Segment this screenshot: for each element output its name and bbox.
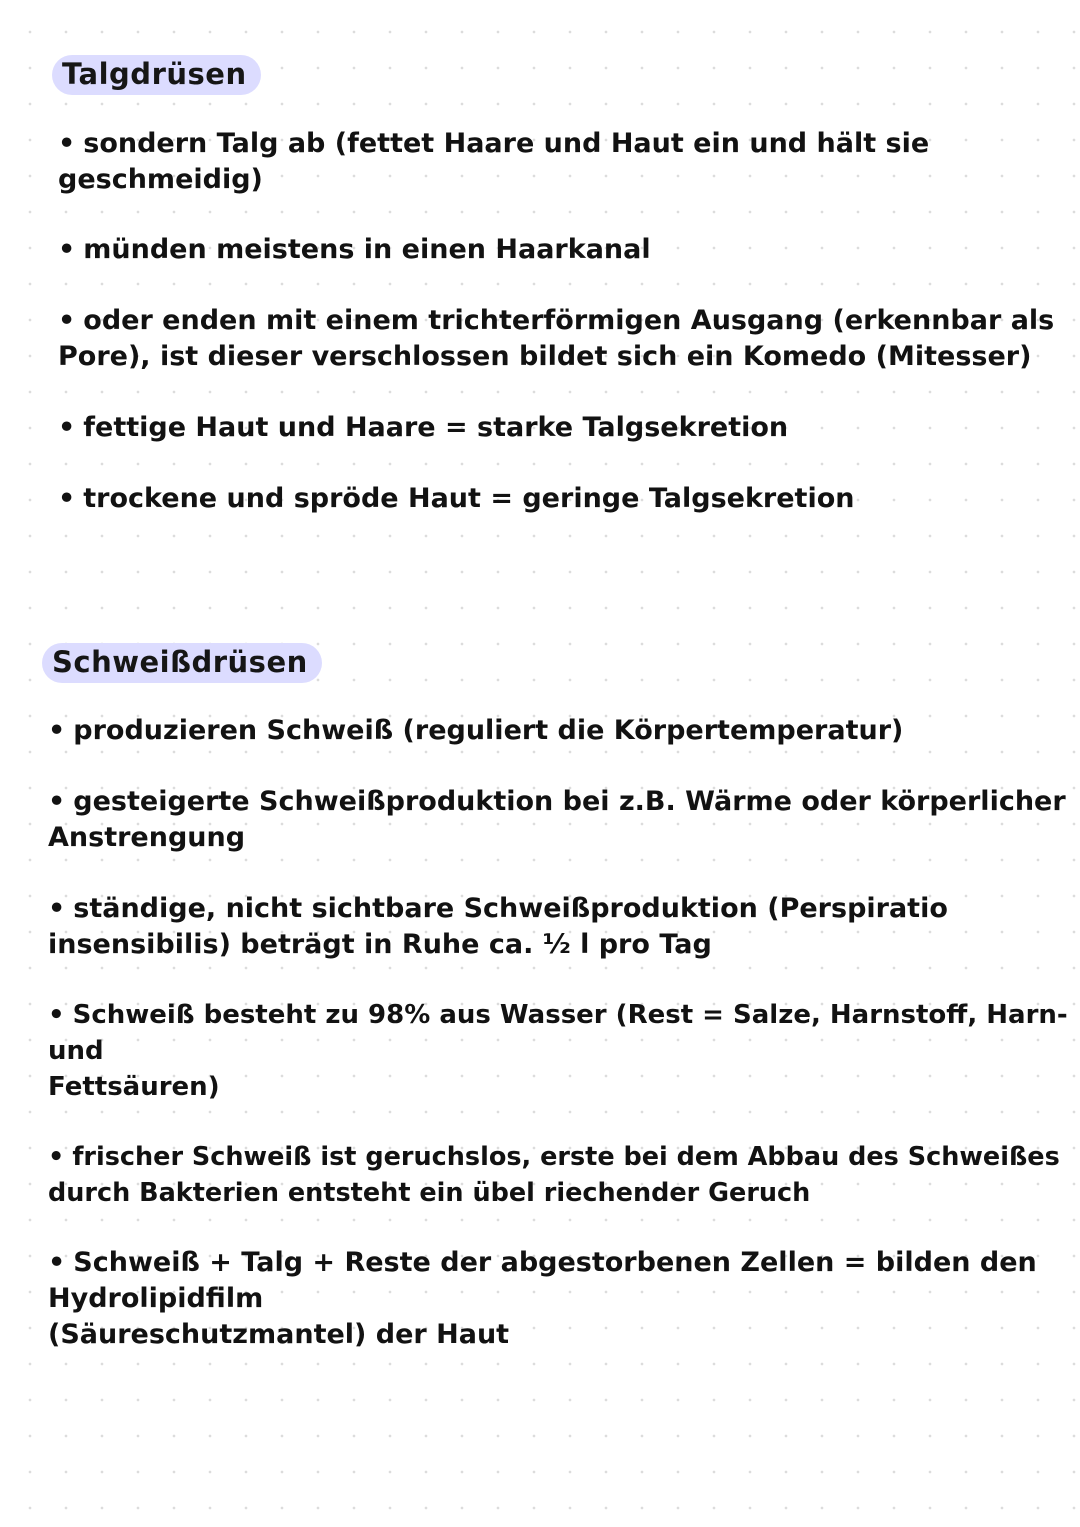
list-item: • frischer Schweiß ist geruchslos, erste bei dem Abbau des Schweißes durch Bakterien entsteht ein übel riechender Geruch xyxy=(48,1139,1060,1211)
bullet-icon: • xyxy=(58,128,76,159)
list-item: • fettige Haut und Haare = starke Talgsekretion xyxy=(58,410,788,446)
list-item: • oder enden mit einem trichterförmigen Ausgang (erkennbar als Pore), ist dieser verschlossen bildet sich ein Komedo (Mitesser) xyxy=(58,305,1055,372)
list-item: • Schweiß + Talg + Reste der abgestorbenen Zellen = bilden den Hydrolipidfilm (Säureschutzmantel) der Haut xyxy=(48,1247,1037,1350)
bullet-icon: • xyxy=(48,1142,65,1172)
section-heading-talgdruesen: Talgdrüsen xyxy=(52,55,261,95)
bullet-icon: • xyxy=(48,1000,65,1030)
list-item: • ständige, nicht sichtbare Schweißproduktion (Perspiratio insensibilis) beträgt in Ruhe ca. ½ l pro Tag xyxy=(48,893,948,960)
list-item: • sondern Talg ab (fettet Haare und Haut ein und hält sie geschmeidig) xyxy=(58,128,930,195)
list-item: • münden meistens in einen Haarkanal xyxy=(58,232,651,268)
list-item: • gesteigerte Schweißproduktion bei z.B. Wärme oder körperlicher Anstrengung xyxy=(48,786,1066,853)
bullet-icon: • xyxy=(48,715,66,746)
section-heading-schweissdruesen: Schweißdrüsen xyxy=(42,643,322,683)
list-item: • produzieren Schweiß (reguliert die Körpertemperatur) xyxy=(48,713,903,749)
list-item: • trockene und spröde Haut = geringe Talgsekretion xyxy=(58,481,854,517)
bullet-icon: • xyxy=(48,1247,66,1278)
list-item: • Schweiß besteht zu 98% aus Wasser (Rest = Salze, Harnstoff, Harn- und Fettsäuren) xyxy=(48,997,1068,1105)
bullet-icon: • xyxy=(58,234,76,265)
bullet-icon: • xyxy=(58,412,76,443)
bullet-icon: • xyxy=(48,786,66,817)
bullet-icon: • xyxy=(58,305,76,336)
bullet-icon: • xyxy=(58,483,76,514)
bullet-icon: • xyxy=(48,893,66,924)
